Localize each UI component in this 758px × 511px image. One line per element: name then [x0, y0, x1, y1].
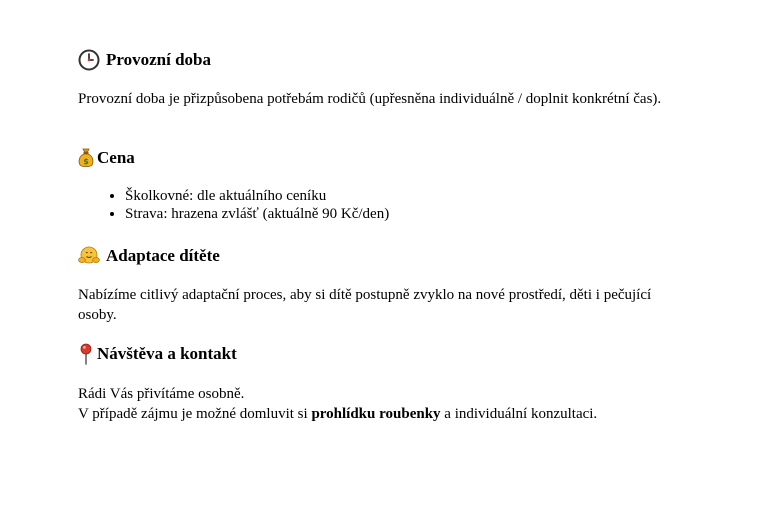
heading-provozni-doba-text: Provozní doba: [106, 50, 212, 69]
paragraph-provozni-doba: Provozní doba je přizpůsobena potřebám rodičů (upřesněna individuálně / doplnit konkrétní čas).: [78, 91, 662, 107]
prohlidka-roubenky-bold: prohlídku roubenky: [311, 406, 441, 422]
hugging-face-icon: [78, 245, 100, 267]
heading-navsteva: [78, 338, 237, 370]
list-item-strava: • Strava: hrazena zvlášť (aktuálně 90 Kč/den): [125, 205, 685, 223]
heading-provozni-doba: [78, 44, 211, 76]
heading-adaptace: [78, 240, 220, 272]
heading-cena: [78, 142, 135, 174]
money-bag-icon: [78, 147, 94, 169]
heading-navsteva-text: Návštěva a kontakt: [97, 344, 237, 363]
navsteva-line-2-end: a individuální konzultaci.: [440, 406, 598, 422]
navsteva-line-2-start: V případě zájmu je možné domluvit si: [78, 406, 312, 422]
svg-text:$: $: [83, 157, 89, 166]
navsteva-line-2: [78, 404, 698, 424]
round-pushpin-icon: [78, 343, 94, 365]
heading-cena-text: Cena: [97, 148, 135, 167]
paragraph-adaptace: Nabízíme citlivý adaptační proces, aby si dítě postupně zvyklo na nové prostředí, děti i pečující osoby.: [78, 287, 652, 323]
paragraph-navsteva: [78, 384, 698, 424]
list-cena: [78, 187, 685, 223]
navsteva-line-1: Rádi Vás přivítáme osobně.: [78, 386, 245, 402]
clock-icon: [78, 49, 100, 71]
list-item-skolkovne: • Školkovné: dle aktuálního ceníku: [125, 187, 685, 205]
heading-adaptace-text: Adaptace dítěte: [106, 246, 220, 265]
